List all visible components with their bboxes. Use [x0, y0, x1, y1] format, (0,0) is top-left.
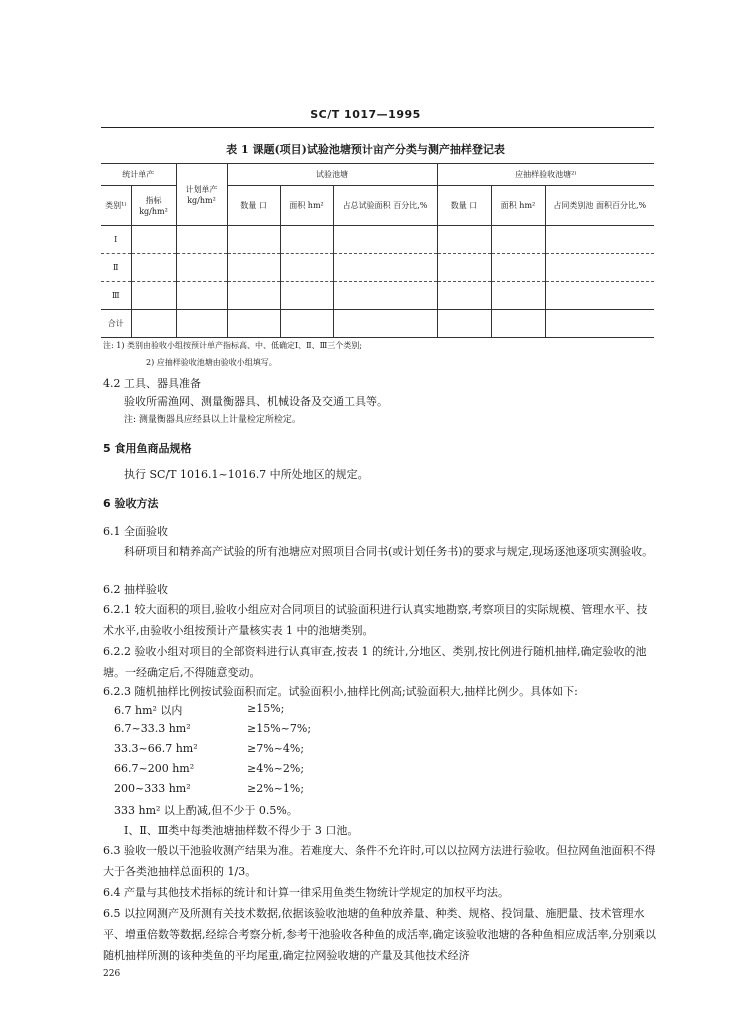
section-6-1-text: 科研项目和精养高产试验的所有池塘应对照项目合同书(或计划任务书)的要求与规定,现场逐池逐项实测验收。 — [124, 545, 654, 558]
section-4-2-text: 验收所需渔网、测量衡器具、机械设备及交通工具等。 — [124, 395, 388, 408]
ratio-note: Ⅰ、Ⅱ、Ⅲ类中每类池塘抽样数不得少于 3 口池。 — [124, 824, 359, 837]
ratio-range: 6.7 hm² 以内 — [114, 704, 183, 717]
registration-table — [101, 163, 654, 338]
th-target: 指标 kg/hm² — [131, 186, 176, 226]
section-4-2-note: 注: 测量衡器具应经县以上计量检定所检定。 — [124, 415, 301, 425]
section-6-2-1: 6.2.1 较大面积的项目,验收小组应对合同项目的试验面积进行认真实地勘察,考察项目的实际规模、管理水平、技术水平,由验收小组按预计产量核实表 1 中的池塘类别。 — [103, 603, 648, 637]
table-row — [101, 282, 654, 310]
table-row — [101, 254, 654, 282]
section-5-text: 执行 SC/T 1016.1~1016.7 中所处地区的规定。 — [124, 468, 369, 481]
ratio-range: 66.7~200 hm² — [114, 762, 195, 775]
table-caption: 表 1 课题(项目)试验池塘预计亩产分类与测产抽样登记表 — [226, 143, 505, 156]
th-stats: 统计单产 — [101, 164, 176, 186]
section-4-2-title: 4.2 工具、器具准备 — [103, 377, 201, 390]
th-tp-count: 数量 口 — [227, 186, 280, 226]
ratio-range: 33.3~66.7 hm² — [114, 742, 198, 755]
section-6-2-3: 6.2.3 随机抽样比例按试验面积而定。试验面积小,抽样比例高;试验面积大,抽样比例少。具体如下: — [103, 685, 578, 698]
th-sp-area: 面积 hm² — [491, 186, 545, 226]
row-label: 合计 — [101, 310, 131, 338]
section-6-1-title: 6.1 全面验收 — [103, 525, 168, 538]
section-6-2-title: 6.2 抽样验收 — [103, 583, 168, 596]
ratio-value: ≥4%~2%; — [247, 762, 305, 775]
page-number: 226 — [103, 969, 121, 979]
row-label: Ⅰ — [101, 226, 131, 254]
section-6-4: 6.4 产量与其他技术指标的统计和计算一律采用鱼类生物统计学规定的加权平均法。 — [103, 886, 509, 899]
th-plan: 计划单产 kg/hm² — [176, 164, 227, 226]
th-sample-ponds: 应抽样验收池塘²⁾ — [437, 164, 654, 186]
row-label: Ⅲ — [101, 282, 131, 310]
ratio-value: ≥7%~4%; — [247, 742, 305, 755]
th-tp-area: 面积 hm² — [280, 186, 333, 226]
ratio-value: ≥2%~1%; — [247, 782, 305, 795]
ratio-range: 6.7~33.3 hm² — [114, 722, 191, 735]
table-row-total — [101, 310, 654, 338]
ratio-value: ≥15%; — [247, 702, 285, 715]
table-note-2: 2) 应抽样验收池塘由验收小组填写。 — [146, 358, 277, 367]
ratio-range: 200~333 hm² — [114, 782, 191, 795]
ratio-value: ≥15%~7%; — [247, 722, 312, 735]
standard-number: SC/T 1017—1995 — [310, 108, 421, 121]
th-sp-pct: 占同类别池 面积百分比,% — [545, 186, 654, 226]
row-label: Ⅱ — [101, 254, 131, 282]
th-test-ponds: 试验池塘 — [227, 164, 437, 186]
section-6-5: 6.5 以拉网测产及所测有关技术数据,依据该验收池塘的鱼种放养量、种类、规格、投饲量、施肥量、技术管理水平、增重倍数等数据,经综合考察分析,参考干池验收各种鱼的成活率,确定该验收池塘的各种鱼相应成活率,分别乘以随机抽样所测的该种类鱼的平均尾重,确定拉网验收塘的产量及其他技术经济 — [103, 907, 656, 962]
section-6-3: 6.3 验收一般以干池验收测产结果为准。若难度大、条件不允许时,可以以拉网方法进行验收。但拉网鱼池面积不得大于各类池抽样总面积的 1/3。 — [103, 844, 656, 878]
ratio-tail: 333 hm² 以上酌减,但不少于 0.5%。 — [114, 804, 298, 817]
th-sp-count: 数量 口 — [437, 186, 491, 226]
th-category: 类别¹⁾ — [101, 186, 131, 226]
header-rule — [101, 127, 654, 128]
table-note-1: 注: 1) 类别由验收小组按预计单产指标高、中、低确定Ⅰ、Ⅱ、Ⅲ三个类别; — [103, 341, 362, 350]
section-6-2-2: 6.2.2 验收小组对项目的全部资料进行认真审查,按表 1 的统计,分地区、类别,按比例进行随机抽样,确定验收的池塘。一经确定后,不得随意变动。 — [103, 645, 647, 679]
table-row — [101, 226, 654, 254]
section-5-title: 5 食用鱼商品规格 — [103, 442, 192, 455]
th-tp-pct: 占总试验面积 百分比,% — [333, 186, 437, 226]
section-6-title: 6 验收方法 — [103, 497, 159, 510]
